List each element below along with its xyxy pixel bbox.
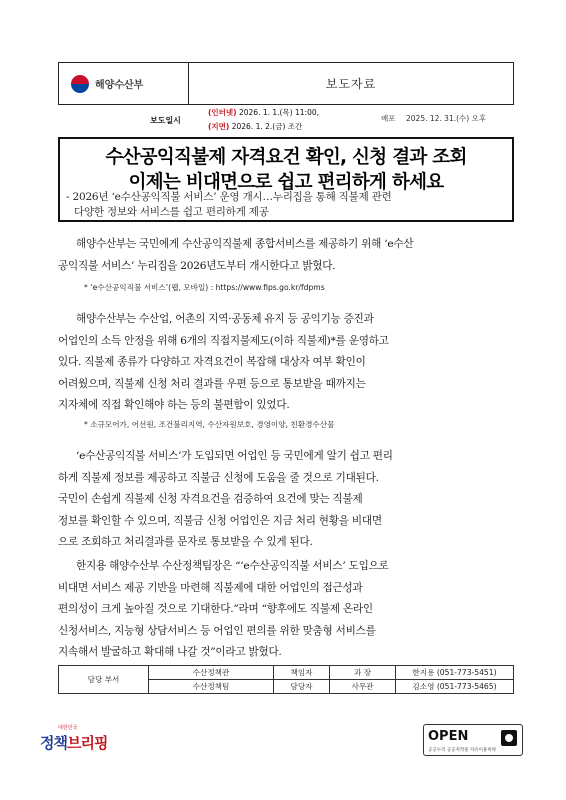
subheadline-line-1: - 2026년 ‘e수산공익직불 서비스’ 운영 개시…누리집을 통해 직불제 관련	[66, 191, 392, 203]
paragraph-line: 하게 직불제 정보를 제공하고 직불금 신청에 도움을 줄 것으로 기대된다.	[58, 471, 379, 484]
paragraph-line: 지속해서 발굴하고 확대해 나갈 것”이라고 밝혔다.	[58, 646, 282, 658]
paragraph-3	[58, 446, 514, 554]
paragraph-line: 있다. 직불제 종류가 다양하고 자격요건이 복잡해 대상자 여부 확인이	[58, 356, 366, 368]
paragraph-1	[58, 234, 514, 277]
dept-name-cell: 수산정책팀	[149, 680, 274, 694]
ministry-logo	[59, 63, 189, 104]
position-cell: 사무관	[330, 680, 396, 694]
open-logo-text: OPEN	[428, 729, 469, 744]
paragraph-line: 공익직불 서비스’ 누리집을 2026년도부터 개시한다고 밝혔다.	[58, 259, 336, 272]
headline-line-2: 이제는 비대면으로 쉽고 편리하게 하세요	[128, 172, 444, 193]
policy-logo-text	[40, 732, 107, 753]
contact-table	[58, 665, 514, 694]
headline-box	[58, 137, 514, 222]
footnote-2: * 소규모어가, 어선원, 조건불리지역, 수산자원보호, 경영이양, 친환경수산물	[84, 420, 335, 429]
kogl-open-logo	[423, 724, 523, 756]
paragraph-2	[58, 309, 514, 417]
dept-label-cell: 담당 부서	[59, 666, 149, 694]
dept-name-cell: 수산정책관	[149, 666, 274, 680]
policy-logo-text-b: 브리핑	[66, 734, 108, 752]
distribution-date: 2025. 12. 31.(수) 오후	[406, 114, 487, 123]
release-info	[58, 104, 514, 138]
paper-time: 2026. 1. 2.(금) 조간	[229, 122, 303, 131]
open-logo-caption: 공공누리 공공저작물 자유이용허락	[428, 748, 497, 753]
paragraph-line: 편의성이 크게 높아질 것으로 기대한다.”라며 “향후에도 직불제 온라인	[58, 603, 373, 615]
paragraph-line: 정보를 확인할 수 있으며, 직불금 신청 어업인은 지금 처리 현황을 비대면	[58, 514, 382, 527]
paragraph-line: 국민이 손쉽게 직불제 신청 자격요건을 검증하여 요건에 맞는 직불제	[58, 493, 363, 505]
paragraph-line: 비대면 서비스 제공 기반을 마련해 직불제에 대한 어업인의 접근성과	[58, 581, 363, 594]
paragraph-line: 해양수산부는 수산업, 어촌의 지역·공동체 유지 등 공익기능 증진과	[76, 313, 374, 325]
paper-tag: (지면)	[208, 122, 230, 131]
paragraph-line: ‘e수산공익직불 서비스’가 도입되면 어업인 등 국민에게 알기 쉽고 편리	[76, 450, 393, 462]
role-cell: 책임자	[274, 666, 330, 680]
paragraph-line: 한지용 해양수산부 수산정책팀장은 “‘e수산공익직불 서비스’ 도입으로	[76, 560, 389, 572]
distribution-label: 배포	[381, 114, 396, 123]
release-paper	[208, 121, 302, 132]
paragraph-4	[58, 556, 514, 664]
release-internet	[208, 107, 319, 118]
table-row	[59, 666, 514, 680]
policy-briefing-logo	[40, 724, 130, 764]
footnote-1: * ‘e수산공익직불 서비스’(웹, 모바일) : https://www.fips.go.kr/fdpms	[84, 283, 325, 292]
internet-tag: (인터넷)	[208, 108, 237, 117]
paragraph-line: 어업인의 소득 안정을 위해 6개의 직접지불제도(이하 직불제)*를 운영하고	[58, 334, 389, 347]
position-cell: 과 장	[330, 666, 396, 680]
paragraph-line: 지자체에 직접 확인해야 하는 등의 불편함이 있었다.	[58, 399, 290, 411]
policy-logo-small-text: 대한민국	[58, 725, 78, 731]
paragraph-line: 신청서비스, 지능형 상담서비스 등 어업인 편의를 위한 맞춤형 서비스를	[58, 624, 376, 637]
name-phone-cell: 김소영 (051-773-5465)	[396, 680, 514, 694]
ministry-name: 해양수산부	[95, 80, 144, 91]
press-header	[58, 62, 514, 105]
press-release-label: 보도자료	[325, 77, 377, 91]
name-phone-cell: 한지용 (051-773-5451)	[396, 666, 514, 680]
subheadline-line-2: 다양한 정보와 서비스를 쉽고 편리하게 제공	[74, 206, 269, 218]
paragraph-line: 으로 조회하고 처리결과를 문자로 통보받을 수 있게 된다.	[58, 536, 313, 548]
headline-line-1: 수산공익직불제 자격요건 확인, 신청 결과 조회	[105, 147, 467, 168]
taegeuk-icon	[71, 75, 89, 93]
license-icon	[501, 730, 517, 746]
policy-logo-text-a: 정책	[40, 734, 67, 752]
role-cell: 담당자	[274, 680, 330, 694]
internet-time: 2026. 1. 1.(목) 11:00,	[236, 108, 320, 117]
paragraph-line: 어려웠으며, 직불제 신청 처리 결과를 우편 등으로 통보받을 때까지는	[58, 377, 366, 390]
paragraph-line: 해양수산부는 국민에게 수산공익직불제 종합서비스를 제공하기 위해 ‘e수산	[76, 238, 414, 250]
release-label: 보도일시	[150, 116, 181, 125]
